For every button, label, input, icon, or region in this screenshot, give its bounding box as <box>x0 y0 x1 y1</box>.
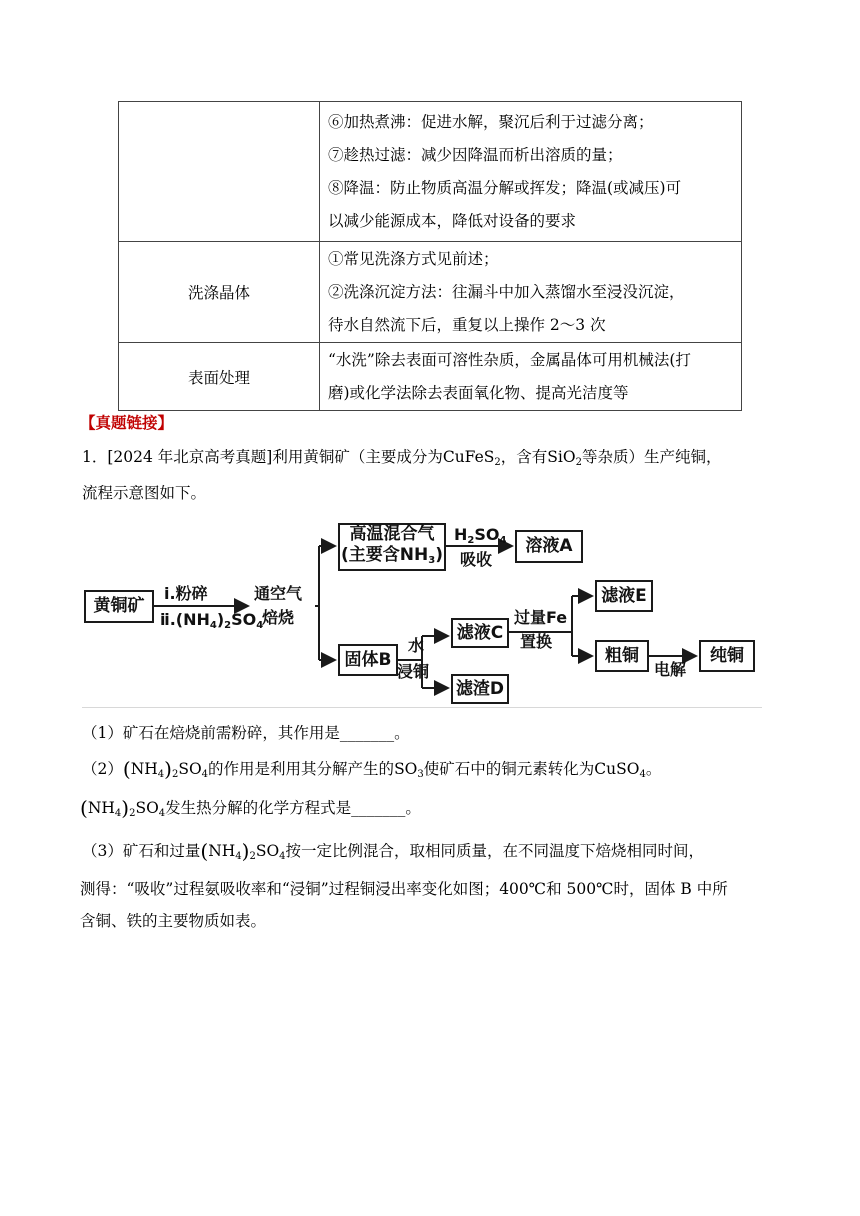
formula-sub: 2 <box>129 808 136 819</box>
box-solid-b: 固体B <box>338 644 398 676</box>
formula-ammonium-sulfate <box>80 796 166 820</box>
label-roast: 焙烧 <box>262 608 295 627</box>
label-sub: 4 <box>256 620 264 631</box>
formula-sub: 4 <box>201 769 209 780</box>
box-text: (主要含NH <box>341 544 429 565</box>
label-air: 通空气 <box>254 584 303 603</box>
formula-text: SO <box>394 760 418 778</box>
question-text: 发生热分解的化学方程式是_______。 <box>165 799 421 817</box>
question-text: 的作用是利用其分解产生的 <box>208 760 395 778</box>
sub-question-2-line-1 <box>82 758 661 786</box>
table-line: ⑧降温：防止物质高温分解或挥发；降温(或减压)可 <box>328 178 682 197</box>
formula-sub: 3 <box>417 769 424 780</box>
formula-sub: 4 <box>157 769 165 780</box>
label-electrolysis: 电解 <box>654 660 687 679</box>
table-row <box>119 102 742 242</box>
formula-cuso4 <box>594 760 646 778</box>
label-h2so4 <box>454 525 506 551</box>
table-line: ⑦趁热过滤：减少因降温而析出溶质的量； <box>328 145 623 164</box>
table-line: “水洗”除去表面可溶性杂质，金属晶体可用机械法(打 <box>328 350 691 369</box>
label-sub: 2 <box>467 535 475 546</box>
formula-text: CuSO <box>594 760 640 778</box>
formula-sub: 2 <box>575 457 582 468</box>
question-text: 使矿石中的铜元素转化为 <box>423 760 595 778</box>
formula-text: SO <box>178 760 202 778</box>
box-ore: 黄铜矿 <box>84 590 154 623</box>
label-water: 水 <box>408 636 425 655</box>
label-text: ⅱ.(NH <box>160 610 210 629</box>
paren-open: ( <box>80 796 88 820</box>
label-text: SO <box>474 525 500 544</box>
table-line: ②洗涤沉淀方法：往漏斗中加入蒸馏水至浸没沉淀， <box>328 282 685 301</box>
question-1-line-2: 流程示意图如下。 <box>82 484 207 502</box>
paren-close: ) <box>164 757 172 781</box>
label-leach: 浸铜 <box>397 662 430 681</box>
box-pure-copper: 纯铜 <box>699 640 755 672</box>
label-text: ) <box>216 610 225 629</box>
paren-open: ( <box>122 757 131 781</box>
table-line: ①常见洗涤方式见前述； <box>328 249 499 268</box>
table-cell-label: 洗涤晶体 <box>119 242 320 343</box>
label-replace: 置换 <box>520 632 553 651</box>
label-step-grind: ⅰ.粉碎 <box>164 584 208 603</box>
box-crude-copper: 粗铜 <box>595 640 649 672</box>
formula-ammonium-sulfate <box>200 839 286 863</box>
question-text: 等杂质）生产纯铜， <box>581 448 722 466</box>
sub-question-3-line-3: 含铜、铁的主要物质如表。 <box>80 912 267 930</box>
formula-text: SO <box>135 799 159 817</box>
question-text: ，含有 <box>500 448 548 466</box>
paren-close: ) <box>121 796 130 820</box>
box-text: ) <box>435 544 443 565</box>
label-text: H <box>454 525 468 544</box>
table-line: ⑥加热煮沸：促进水解，聚沉后利于过滤分离； <box>328 112 654 131</box>
formula-cufes2 <box>443 448 501 466</box>
formula-text: NH <box>208 842 236 860</box>
table-line: 以减少能源成本，降低对设备的要求 <box>328 211 577 230</box>
box-solution-a: 溶液A <box>515 530 583 563</box>
box-text-line-2 <box>341 545 443 571</box>
divider <box>82 707 762 708</box>
knowledge-table <box>118 101 742 411</box>
formula-sub: 4 <box>158 808 166 819</box>
formula-text: NH <box>130 760 158 778</box>
label-text: SO <box>231 610 257 629</box>
label-step-ammonium-sulfate <box>160 610 263 636</box>
formula-text: SO <box>255 842 280 860</box>
question-text: （2） <box>82 760 123 778</box>
label-sub: 4 <box>499 535 507 546</box>
label-sub: 2 <box>224 620 232 631</box>
question-1-line-1 <box>82 446 721 474</box>
formula-sub: 2 <box>494 457 501 468</box>
question-text: 。 <box>645 760 662 778</box>
table-cell-label <box>119 102 320 242</box>
sub-question-2-line-2 <box>80 797 421 825</box>
question-text: 1．[2024 年北京高考真题]利用黄铜矿（主要成分为 <box>82 448 443 466</box>
paren-open: ( <box>200 839 209 863</box>
sub-question-3-line-2: 测得：“吸收”过程氨吸收率和“浸铜”过程铜浸出率变化如图；400℃和 500℃时，固体 B 中所 <box>80 880 728 898</box>
sub-question-3-line-1 <box>82 840 704 868</box>
paren-close: ) <box>241 839 250 863</box>
box-text: 高温混合气 <box>349 523 435 544</box>
table-line: 待水自然流下后，重复以上操作 2～3 次 <box>328 315 606 334</box>
formula-sub: 4 <box>639 769 646 780</box>
box-filtrate-e: 滤液E <box>595 580 653 612</box>
box-residue-d: 滤渣D <box>451 674 509 704</box>
formula-text: CuFeS <box>442 448 495 466</box>
formula-sub: 2 <box>171 769 179 780</box>
process-flowchart <box>82 512 782 712</box>
formula-sio2 <box>547 448 582 466</box>
section-heading: 【真题链接】 <box>80 413 174 432</box>
table-cell-label: 表面处理 <box>119 343 320 411</box>
table-cell-content <box>320 343 742 411</box>
box-high-temp-gas <box>338 523 446 571</box>
table-cell-content <box>320 102 742 242</box>
sub-question-1: （1）矿石在焙烧前需粉碎，其作用是_______。 <box>82 724 410 742</box>
formula-so3 <box>394 760 424 778</box>
table-line: 磨)或化学法除去表面氧化物、提高光洁度等 <box>328 383 629 402</box>
formula-sub: 4 <box>279 851 286 862</box>
table-cell-content <box>320 242 742 343</box>
question-text: （3）矿石和过量 <box>82 842 201 860</box>
table-row <box>119 343 742 411</box>
box-filtrate-c: 滤液C <box>451 618 509 648</box>
formula-ammonium-sulfate <box>122 757 209 781</box>
label-sub: 4 <box>209 620 217 631</box>
formula-text: SiO <box>547 448 576 466</box>
formula-sub: 2 <box>249 851 256 862</box>
box-sub: 3 <box>428 554 436 566</box>
label-excess-fe: 过量Fe <box>514 608 568 627</box>
formula-sub: 4 <box>114 808 122 819</box>
table-row <box>119 242 742 343</box>
question-text: 按一定比例混合，取相同质量，在不同温度下焙烧相同时间， <box>285 842 705 860</box>
label-absorb: 吸收 <box>460 550 493 569</box>
formula-text: NH <box>87 799 115 817</box>
formula-sub: 4 <box>235 851 242 862</box>
